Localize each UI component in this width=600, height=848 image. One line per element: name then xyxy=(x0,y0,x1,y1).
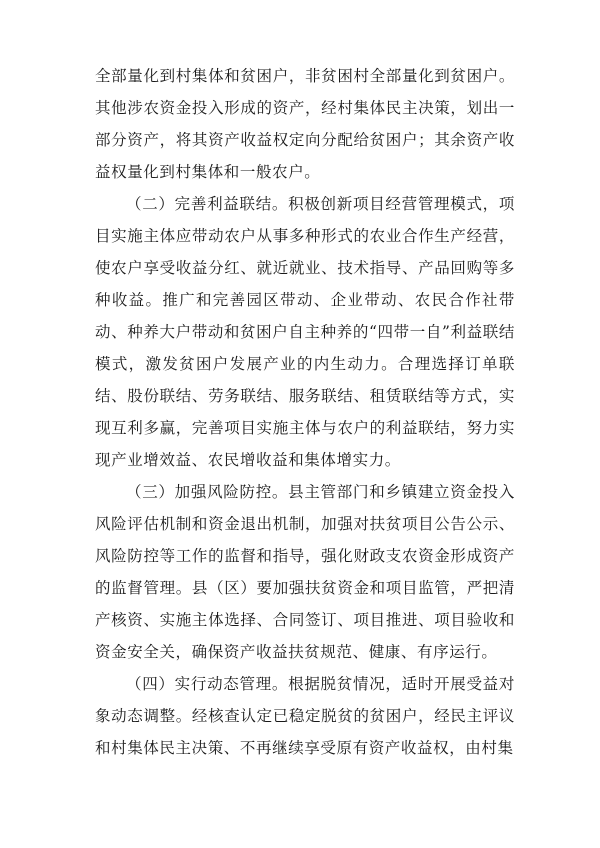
paragraph-section-4: （四）实行动态管理。根据脱贫情况，适时开展受益对象动态调整。经核查认定已稳定脱贫的贫困户，经民主评议和村集体民主决策、不再继续享受原有资产收益权，由村集 xyxy=(95,675,515,757)
paragraph-continuation: 全部量化到村集体和贫困户，非贫困村全部量化到贫困户。其他涉农资金投入形成的资产，经村集体民主决策，划出一部分资产，将其资产收益权定向分配给贫困户；其余资产收益权量化到村集体和一般农户。 xyxy=(95,67,515,181)
paragraph-section-2: （二）完善利益联结。积极创新项目经营管理模式，项目实施主体应带动农户从事多种形式的农业合作生产经营，使农户享受收益分红、就近就业、技术指导、产品回购等多种收益。推广和完善园区带动、企业带动、农民合作社带动、种养大户带动和贫困户自主种养的“四带一自”利益联结模式，激发贫困户发展产业的内生动力。合理选择订单联结、股份联结、劳务联结、服务联结、租赁联结等方式，实现互利多赢，完善项目实施主体与农户的利益联结，努力实现产业增效益、农民增收益和集体增实力。 xyxy=(95,195,515,469)
document-body xyxy=(95,60,515,764)
paragraph-section-3: （三）加强风险防控。县主管部门和乡镇建立资金投入风险评估机制和资金退出机制，加强对扶贫项目公告公示、风险防控等工作的监督和指导，强化财政支农资金形成资产的监督管理。县（区）要加强扶贫资金和项目监管，严把清产核资、实施主体选择、合同签订、项目推进、项目验收和资金安全关，确保资产收益扶贫规范、健康、有序运行。 xyxy=(95,483,515,661)
